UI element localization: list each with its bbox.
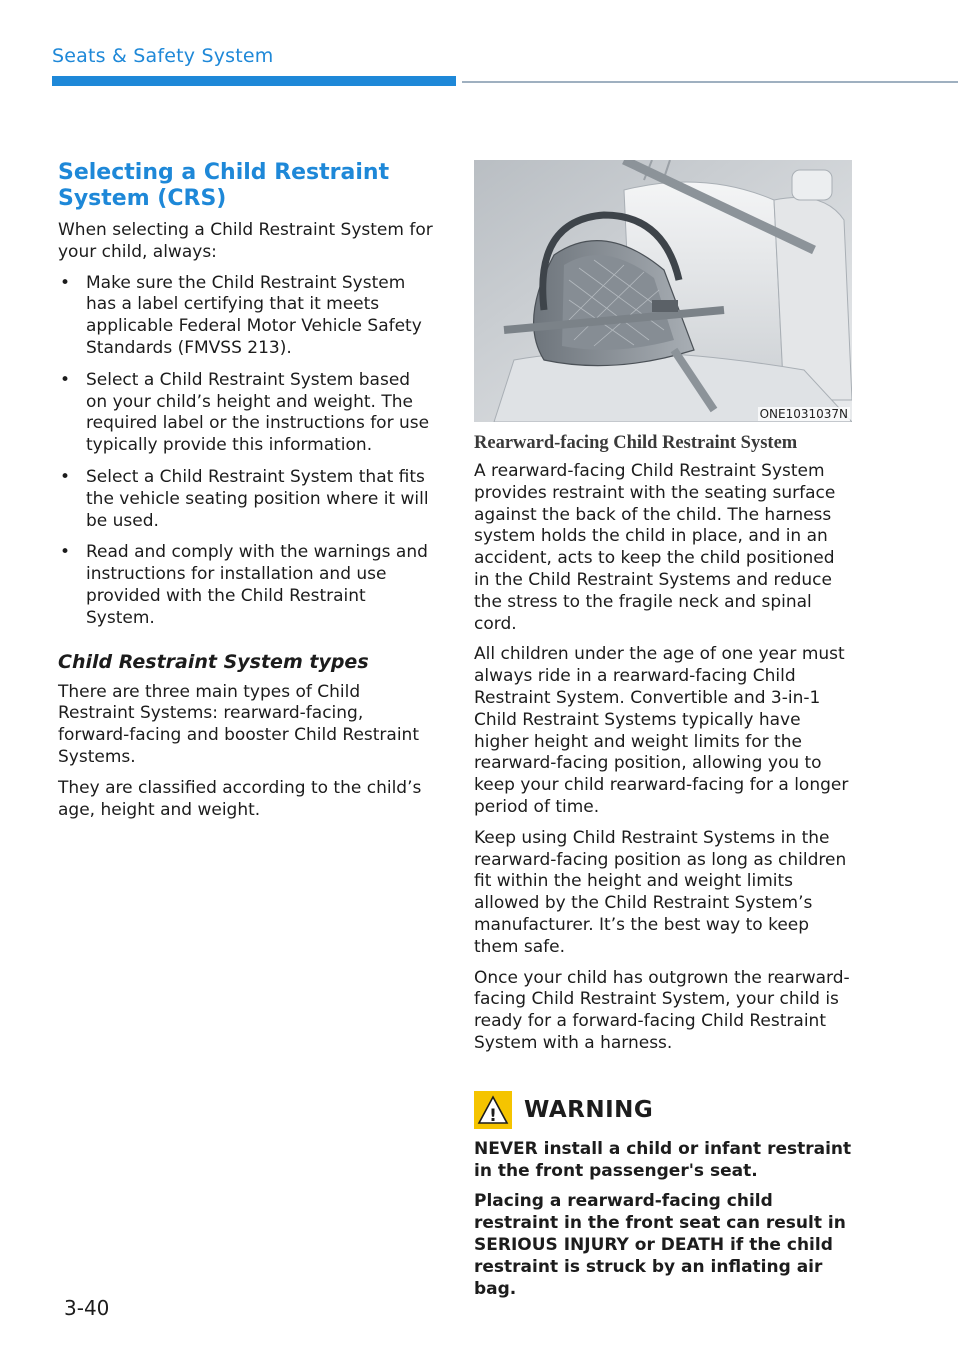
warning-paragraph: NEVER install a child or infant restraint in the front passenger's seat.	[474, 1138, 852, 1181]
warning-paragraph: Placing a rearward-facing child restraint in the front seat can result in SERIOUS INJURY or DEATH if the child restraint is struck by an inflating air bag.	[474, 1191, 846, 1299]
warning-triangle-icon	[474, 1091, 512, 1129]
bullet-glyph: •	[60, 369, 71, 390]
bullet-text: Read and comply with the warnings and instructions for installation and use provided with the Child Restraint System.	[86, 542, 428, 628]
rearward-facing-heading: Rearward-facing Child Restraint System	[474, 433, 798, 453]
crs-bullet-list	[58, 273, 436, 630]
warning-title: WARNING	[524, 1096, 654, 1123]
list-item	[58, 542, 436, 629]
figure-code: ONE1031037N	[759, 407, 848, 421]
crs-selection-heading: Selecting a Child Restraint System (CRS)	[58, 160, 390, 211]
list-item	[58, 273, 436, 360]
crs-intro: When selecting a Child Restraint System for your child, always:	[58, 220, 433, 262]
rearward-paragraph: All children under the age of one year must always ride in a rearward-facing Child Restraint System. Convertible and 3-in-1 Child Restraint Systems typically have higher height and weight limits for the rearward-facing position, allowing you to keep your child rearward-facing for a longer period of time.	[474, 644, 849, 817]
list-item	[58, 467, 436, 532]
left-column	[58, 160, 436, 830]
crs-types-heading: Child Restraint System types	[58, 650, 369, 673]
rearward-paragraph: A rearward-facing Child Restraint System provides restraint with the seating surface against the back of the child. The harness system holds the child in place, and in an accident, acts to keep the child positioned in the Child Restraint Systems and reduce the stress to the fragile neck and spinal cord.	[474, 461, 836, 634]
rear-seat-child-restraint-illustration	[474, 160, 852, 422]
bullet-text: Make sure the Child Restraint System has a label certifying that it meets applicable Federal Motor Vehicle Safety Standards (FMVSS 213).	[86, 272, 422, 358]
warning-header	[474, 1091, 852, 1129]
header-bar-thin	[462, 81, 958, 83]
child-seat-illustration-svg	[474, 160, 852, 422]
bullet-glyph: •	[60, 466, 71, 487]
crs-types-paragraph: There are three main types of Child Restraint Systems: rearward-facing, forward-facing and booster Child Restraint Systems.	[58, 681, 419, 767]
bullet-text: Select a Child Restraint System based on your child’s height and weight. The required label or the instructions for use typically provide this information.	[86, 369, 430, 456]
rearward-paragraph: Keep using Child Restraint Systems in the rearward-facing position as long as children fit within the height and weight limits allowed by the Child Restraint System’s manufacturer. It’s the best way to keep them safe.	[474, 827, 847, 957]
rearward-paragraph: Once your child has outgrown the rearward-facing Child Restraint System, your child is ready for a forward-facing Child Restraint System with a harness.	[474, 967, 850, 1053]
crs-types-paragraph: They are classified according to the child’s age, height and weight.	[58, 777, 422, 820]
right-column	[474, 160, 852, 1309]
section-title: Seats & Safety System	[52, 45, 274, 67]
bullet-glyph: •	[60, 542, 71, 563]
warning-icon-glyph: !	[489, 1105, 497, 1126]
page-number: 3-40	[64, 1296, 110, 1320]
header-bar-thick	[52, 76, 456, 86]
bullet-glyph: •	[60, 272, 71, 293]
list-item	[58, 370, 436, 457]
bullet-text: Select a Child Restraint System that fits the vehicle seating position where it will be used.	[86, 466, 429, 531]
